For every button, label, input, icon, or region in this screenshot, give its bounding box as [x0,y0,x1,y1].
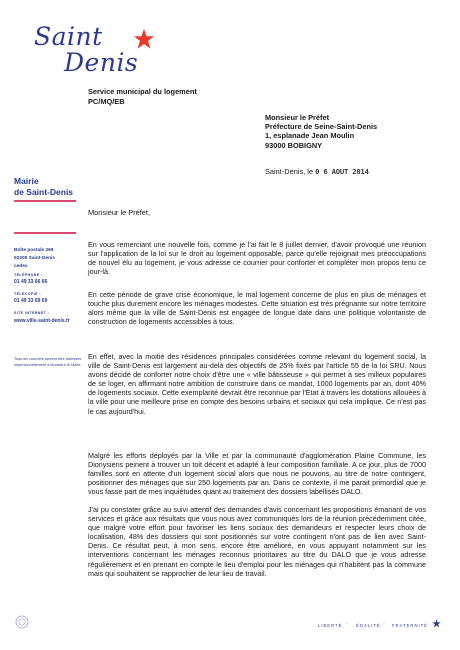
logo-word-saint: Saint [34,22,103,51]
logo-word-denis: Denis [64,48,139,77]
motto-liberte: LIBERTÉ [318,623,343,628]
service-code: PC/MQ/EB [88,96,125,106]
recipient-line-1: Monsieur le Préfet [265,113,330,122]
date-stamp: 0 6 AOUT 2014 [315,167,369,176]
body-paragraph: J'ai pu constater grâce au suivi attentif des demandes d'avis concernant les propositions émanant de vos services et grâce aux résultats que vous nous avez communiqués lors de la réunion précédemment citée, que malgré votre effort pour favoriser les liens sociaux des demandeurs et respecter leurs choix de localisation, 48% des dossiers qui sont positionnés sur votre contingent n'ont pas de lien avec Saint-Denis. Ce résultat peut, à mon sens, encore être amélioré, en vous appuyant notamment sur les interventions concernant les ménages reconnus prioritaires au titre du DALO que je vous adresse régulièrement et en prenant en compte le lieu d'emploi pour les ménages qui n'habitent pas la commune mais qui souhaitent se rapprocher de leur lieu de travail. [88,505,426,578]
recipient-address [265,113,377,150]
address-line-1: Boîte postale 269 [14,248,54,253]
sidebar-divider-bottom [14,232,76,234]
footer-star-icon [432,619,441,628]
recipient-line-2: Préfecture de Seine-Saint-Denis [265,122,378,132]
address-line-2: 93205 Saint-Denis [14,256,56,262]
site-value: www.ville-saint-denis.fr [14,318,70,324]
recipient-line-3: 1, esplanade Jean Moulin [265,131,355,141]
mairie-line-1: Mairie [14,176,39,186]
telephone-label: TÉLÉPHONE : [14,273,43,277]
address-line-3: cedex [14,264,28,270]
service-reference [88,87,197,106]
sidebar-note: Tous les courriers doivent être adressés impersonnellement à Monsieur le Maire. [14,357,82,367]
body-paragraph: Malgré les efforts déployés par la Ville et par la communauté d'agglomération Plaine Commune, les Dionysiens peinent à trouver un toit décent et adapté à leur composition familiale. A ce jour, plus de 7000 familles sont en attente d'un logement social alors que nous ne pouvons, au titre de notre contingent, positionner des ménages que sur 250 logements par an. Dans ce contexte, il me parait primordial que je vous fasse part de mes inquiétudes quant au traitement des dossiers labellisés DALO. [88,451,426,497]
motto-egalite: ÉGALITÉ [356,623,381,628]
recipient-line-4: 93000 BOBIGNY [265,140,323,150]
service-name: Service municipal du logement [88,87,197,96]
telecopie-label: TÉLÉCOPIE : [14,292,41,296]
logo-star-icon [133,28,155,50]
place-and-date [265,167,369,176]
body-paragraph: En vous remerciant une nouvelle fois, comme je l'ai fait le 8 juillet dernier, d'avoir provoqué une réunion sur l'application de la loi sur le droit au logement opposable, parce qu'elle rejoignait mes préoccupations de nouvel élu au logement, je vous adresse ce courrier pour conforter et compléter mon propos tenu ce jour-là. [88,240,426,277]
sidebar-divider-top [14,200,76,202]
recycle-mark-icon [14,614,30,630]
body-paragraph: En cette période de grave crise économique, le mal logement concerne de plus en plus de ménages et touche plus durement encore les ménages modestes. Cette situation est très prégnante sur notre territoire alors même que la ville de Saint-Denis est engagée de longue date dans une politique volontariste de construction de logements accessibles à tous. [88,290,426,327]
mairie-line-2: de Saint-Denis [14,187,74,197]
telecopie-value: 01 49 33 69 69 [14,298,48,304]
site-label: SITE INTERNET : [14,311,50,315]
sidebar-mairie-title [14,176,73,198]
telephone-value: 01 49 33 66 66 [14,279,48,285]
motto-separator: · [383,621,385,627]
place-text: Saint-Denis, le [265,167,314,176]
saint-denis-logo [34,22,139,77]
sidebar-address [14,247,55,272]
body-paragraph: En effet, avec la moitié des résidences principales considérées comme relevant du logement social, la ville de Saint-Denis est largement au-delà des objectifs de 25% fixés par l'article 55 de la loi SRU. Nous avons décidé de conforter notre choix d'être une « ville bâtisseuse » qui permet à ses milieux populaires de se loger, en affirmant notre ambition de construire dans ce mandat, 1000 logements par an, dont 40% de logements sociaux. Cette exemplarité devrait être reconnue par l'Etat à travers les dotations allouées à la ville pour une meilleure prise en compte des besoins urbains et sociaux qui cela implique. Ce n'est pas le cas aujourd'hui. [88,352,426,416]
motto-fraternite: FRATERNITÉ [392,623,428,628]
motto-separator: · [346,621,348,627]
salutation: Monsieur le Préfet, [88,208,151,217]
